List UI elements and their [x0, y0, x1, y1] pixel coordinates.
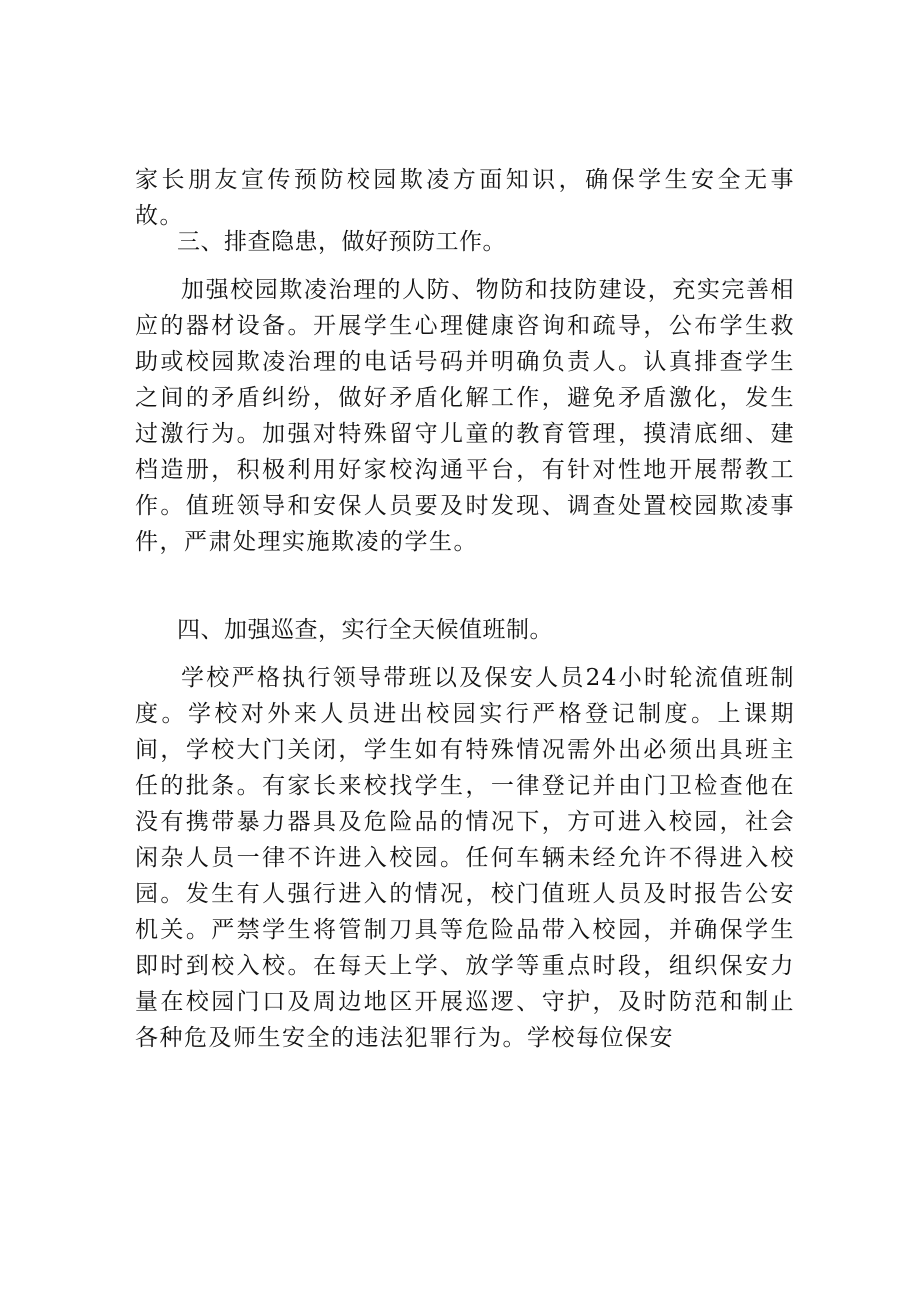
- section-three-heading: 三、排查隐患，做好预防工作。: [177, 229, 506, 255]
- section-four-heading: 四、加强巡查，实行全天候值班制。: [177, 617, 553, 643]
- continuation-paragraph: 家长朋友宣传预防校园欺凌方面知识，确保学生安全无事故。: [135, 167, 795, 229]
- section-three-paragraph: 加强校园欺凌治理的人防、物防和技防建设，充实完善相应的器材设备。开展学生心理健康咨询和疏导，公布学生救助或校园欺凌治理的电话号码并明确负责人。认真排查学生之间的矛盾纠纷，做好矛盾化解工作，避免矛盾激化，发生过激行为。加强对特殊留守儿童的教育管理，摸清底细、建档造册，积极利用好家校沟通平台，有针对性地开展帮教工作。值班领导和安保人员要及时发现、调查处置校园欺凌事件，严肃处理实施欺凌的学生。: [135, 277, 795, 555]
- section-four-paragraph: 学校严格执行领导带班以及保安人员24小时轮流值班制度。学校对外来人员进出校园实行严格登记制度。上课期间，学校大门关闭，学生如有特殊情况需外出必须出具班主任的批条。有家长来校找学生，一律登记并由门卫检查他在没有携带暴力器具及危险品的情况下，方可进入校园，社会闲杂人员一律不许进入校园。任何车辆未经允许不得进入校园。发生有人强行进入的情况，校门值班人员及时报告公安机关。严禁学生将管制刀具等危险品带入校园，并确保学生即时到校入校。在每天上学、放学等重点时段，组织保安力量在校园门口及周边地区开展巡逻、守护，及时防范和制止各种危及师生安全的违法犯罪行为。学校每位保安: [135, 665, 795, 1051]
